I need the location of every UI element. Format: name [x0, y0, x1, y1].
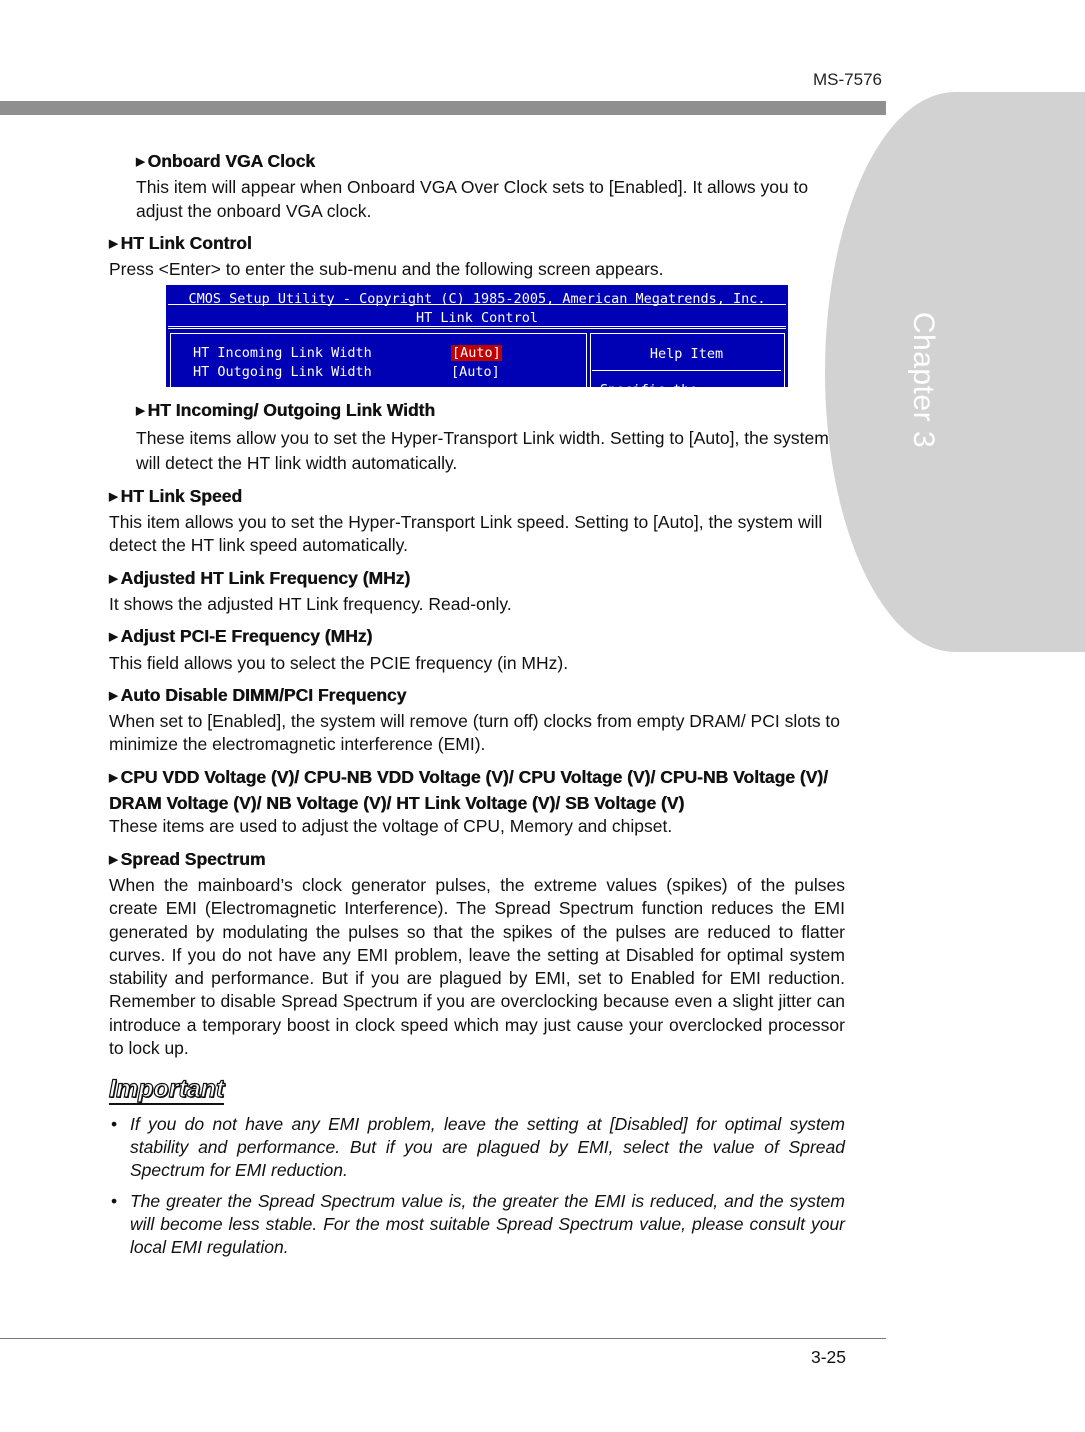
section-ht-link-width: [136, 399, 845, 475]
section-text: These items are used to adjust the voltage of CPU, Memory and chipset.: [109, 816, 673, 837]
section-title: Auto Disable DIMM/PCI Frequency: [120, 684, 407, 705]
chapter-tab: [825, 92, 1085, 652]
bios-screenshot: [166, 285, 788, 399]
important-list: [109, 1113, 845, 1260]
bios-row-label: HT Outgoing Link Width: [193, 364, 372, 381]
bios-title: CMOS Setup Utility - Copyright (C) 1985-2005, American Megatrends, Inc.: [188, 291, 766, 308]
bios-row-value[interactable]: [Auto]: [451, 364, 500, 381]
section-text: It shows the adjusted HT Link frequency. Read-only.: [109, 593, 512, 614]
triangle-bullet-icon: ▶: [109, 631, 118, 644]
triangle-bullet-icon: ▶: [109, 572, 118, 585]
footer-rule: [0, 1338, 886, 1339]
section-text: When the mainboard’s clock generator pulses, the extreme values (spikes) of the pulses create EMI (Electromagnetic Interference). The Spread Spectrum function reduces the EMI generated by modulating the pulses so that the spikes of the pulses are reduced to flatter curves. If you do not have any EMI problem, leave the setting at Disabled for optimal system stability and performance. But if you are plagued by EMI, set to Enabled for EMI reduction. Remember to disable Spread Spectrum if you are overclocking because even a slight jitter can introduce a temporary boost in clock speed which may just cause your overclocked processor to lock up.: [109, 874, 845, 1059]
triangle-bullet-icon: ▶: [136, 156, 145, 168]
section-title: HT Link Speed: [120, 485, 243, 506]
important-item: • If you do not have any EMI problem, leave the setting at [Disabled] for optimal system stability and performance. But if you are plagued by EMI, select the value of Spread Spectrum for EMI reduction.: [109, 1113, 845, 1183]
section-title: Spread Spectrum: [120, 848, 266, 869]
bios-settings-panel: [170, 333, 587, 394]
section-title: HT Link Control: [120, 232, 252, 253]
main-content: [109, 150, 845, 1266]
chapter-tab-label: Chapter 3: [907, 311, 940, 449]
section-adjusted-ht-link-frequency: [109, 567, 845, 617]
bios-help-title: Help Item: [649, 346, 724, 363]
bios-divider: [168, 326, 786, 329]
section-title: Onboard VGA Clock: [147, 151, 316, 171]
section-adjust-pcie-frequency: [109, 625, 845, 675]
section-title: HT Incoming/ Outgoing Link Width: [147, 400, 436, 421]
section-title: Adjusted HT Link Frequency (MHz): [120, 567, 411, 588]
section-voltages: [109, 766, 845, 839]
important-item: • The greater the Spread Spectrum value is, the greater the EMI is reduced, and the system will become less stable. For the most suitable Spread Spectrum value, please consult your local EMI regulation.: [109, 1190, 845, 1260]
section-text: When set to [Enabled], the system will remove (turn off) clocks from empty DRAM/ PCI slots to minimize the electromagnetic interference (EMI).: [109, 711, 841, 755]
triangle-bullet-icon: ▶: [109, 853, 118, 866]
section-onboard-vga-clock: [136, 150, 845, 223]
bios-subtitle: HT Link Control: [416, 310, 538, 327]
bios-row-value[interactable]: [Auto]: [452, 345, 501, 362]
bios-row-label: HT Incoming Link Width: [193, 345, 372, 362]
section-text: Press <Enter> to enter the sub-menu and the following screen appears.: [109, 259, 664, 280]
page-number: 3-25: [810, 1347, 846, 1367]
triangle-bullet-icon: ▶: [109, 771, 118, 784]
model-number: MS-7576: [813, 70, 882, 89]
important-heading: Important: [109, 1075, 225, 1104]
bios-help-text: Specific the: [600, 382, 698, 399]
header-bar: [0, 101, 886, 115]
section-text: This field allows you to select the PCIE frequency (in MHz).: [109, 652, 569, 673]
section-ht-link-control: [109, 232, 845, 282]
section-title: CPU VDD Voltage (V)/ CPU-NB VDD Voltage (V)/ CPU Voltage (V)/ CPU-NB Voltage (V)/ DRAM Voltage (V)/ NB Voltage (V)/ HT Link Voltage (V)/ SB Voltage (V): [109, 766, 828, 814]
section-text: This item allows you to set the Hyper-Transport Link speed. Setting to [Auto], the system will detect the HT link speed automatically.: [109, 512, 823, 556]
section-auto-disable-dimm-pci: [109, 684, 845, 757]
section-title: Adjust PCI-E Frequency (MHz): [120, 626, 373, 647]
triangle-bullet-icon: ▶: [136, 405, 145, 418]
triangle-bullet-icon: ▶: [109, 237, 118, 250]
bios-row-outgoing[interactable]: [193, 361, 372, 384]
triangle-bullet-icon: ▶: [109, 689, 118, 702]
bios-divider: [168, 304, 786, 305]
section-text: This item will appear when Onboard VGA Over Clock sets to [Enabled]. It allows you to adjust the onboard VGA clock.: [136, 177, 809, 221]
section-spread-spectrum: [109, 848, 845, 1061]
section-text: These items allow you to set the Hyper-Transport Link width. Setting to [Auto], the system will detect the HT link width automatically.: [136, 427, 829, 473]
section-ht-link-speed: [109, 485, 845, 558]
triangle-bullet-icon: ▶: [109, 490, 118, 503]
bios-help-divider: [592, 370, 781, 371]
